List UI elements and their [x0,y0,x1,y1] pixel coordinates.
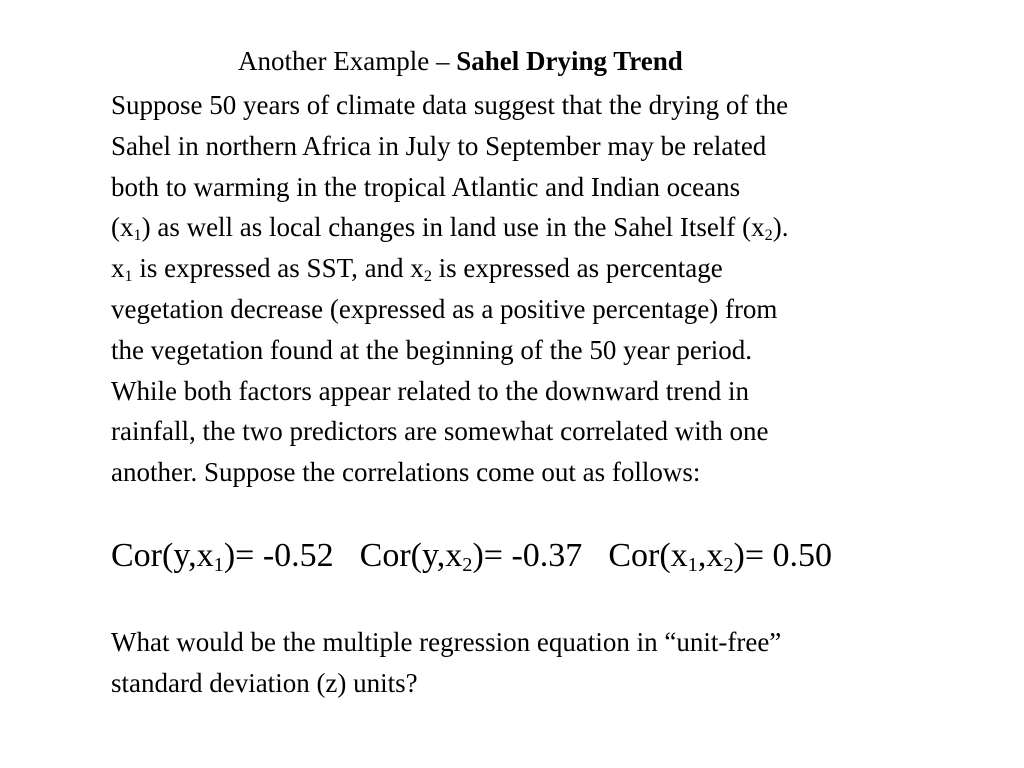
slide-title [238,44,683,78]
body-text-fragment: (x [111,212,134,243]
body-text-fragment: x [111,253,125,284]
question-line: What would be the multiple regression equation in “unit-free” [111,627,782,657]
corr-text: Cor(y,x [359,537,463,574]
body-line: the vegetation found at the beginning of the 50 year period. [111,334,753,365]
subscript: 1 [213,554,224,577]
question-paragraph [111,622,991,704]
body-text-fragment: ) as well as local changes in land use in the Sahel Itself (x [141,212,765,243]
question-line: standard deviation (z) units? [111,667,418,698]
subscript: 1 [133,226,142,245]
subscript: 2 [723,554,734,577]
corr-text: Cor(y,x [111,537,214,574]
body-text-fragment: is expressed as percentage [431,253,723,284]
subscript: 1 [687,554,698,577]
body-paragraph [111,85,991,493]
body-line: rainfall, the two predictors are somewhat correlated with one [111,416,769,447]
body-line: both to warming in the tropical Atlantic and Indian oceans [111,171,741,202]
body-line: another. Suppose the correlations come out as follows: [111,457,701,488]
subscript: 2 [462,554,473,577]
corr-text: )= 0.50 [733,537,833,574]
body-text-fragment: is expressed as SST, and x [132,253,424,284]
body-text-fragment: ). [772,212,789,243]
body-line: Suppose 50 years of climate data suggest that the drying of the [111,90,789,120]
subscript: 2 [423,267,432,286]
title-prefix: Another Example – [238,46,457,76]
correlation-values [111,534,832,578]
correlation-y-x1 [111,537,334,577]
corr-text: ,x [697,537,724,574]
body-line: Sahel in northern Africa in July to September may be related [111,130,767,161]
subscript: 1 [124,267,133,286]
title-bold: Sahel Drying Trend [456,46,683,76]
correlation-x1-x2 [608,537,833,577]
body-line: vegetation decrease (expressed as a positive percentage) from [111,293,778,324]
correlation-y-x2 [359,537,583,577]
corr-text: )= -0.52 [223,537,334,574]
body-line: While both factors appear related to the downward trend in [111,375,750,406]
corr-text: Cor(x [608,537,688,574]
corr-text: )= -0.37 [472,537,583,574]
body-line [111,248,991,289]
body-line [111,207,991,248]
subscript: 2 [764,226,773,245]
